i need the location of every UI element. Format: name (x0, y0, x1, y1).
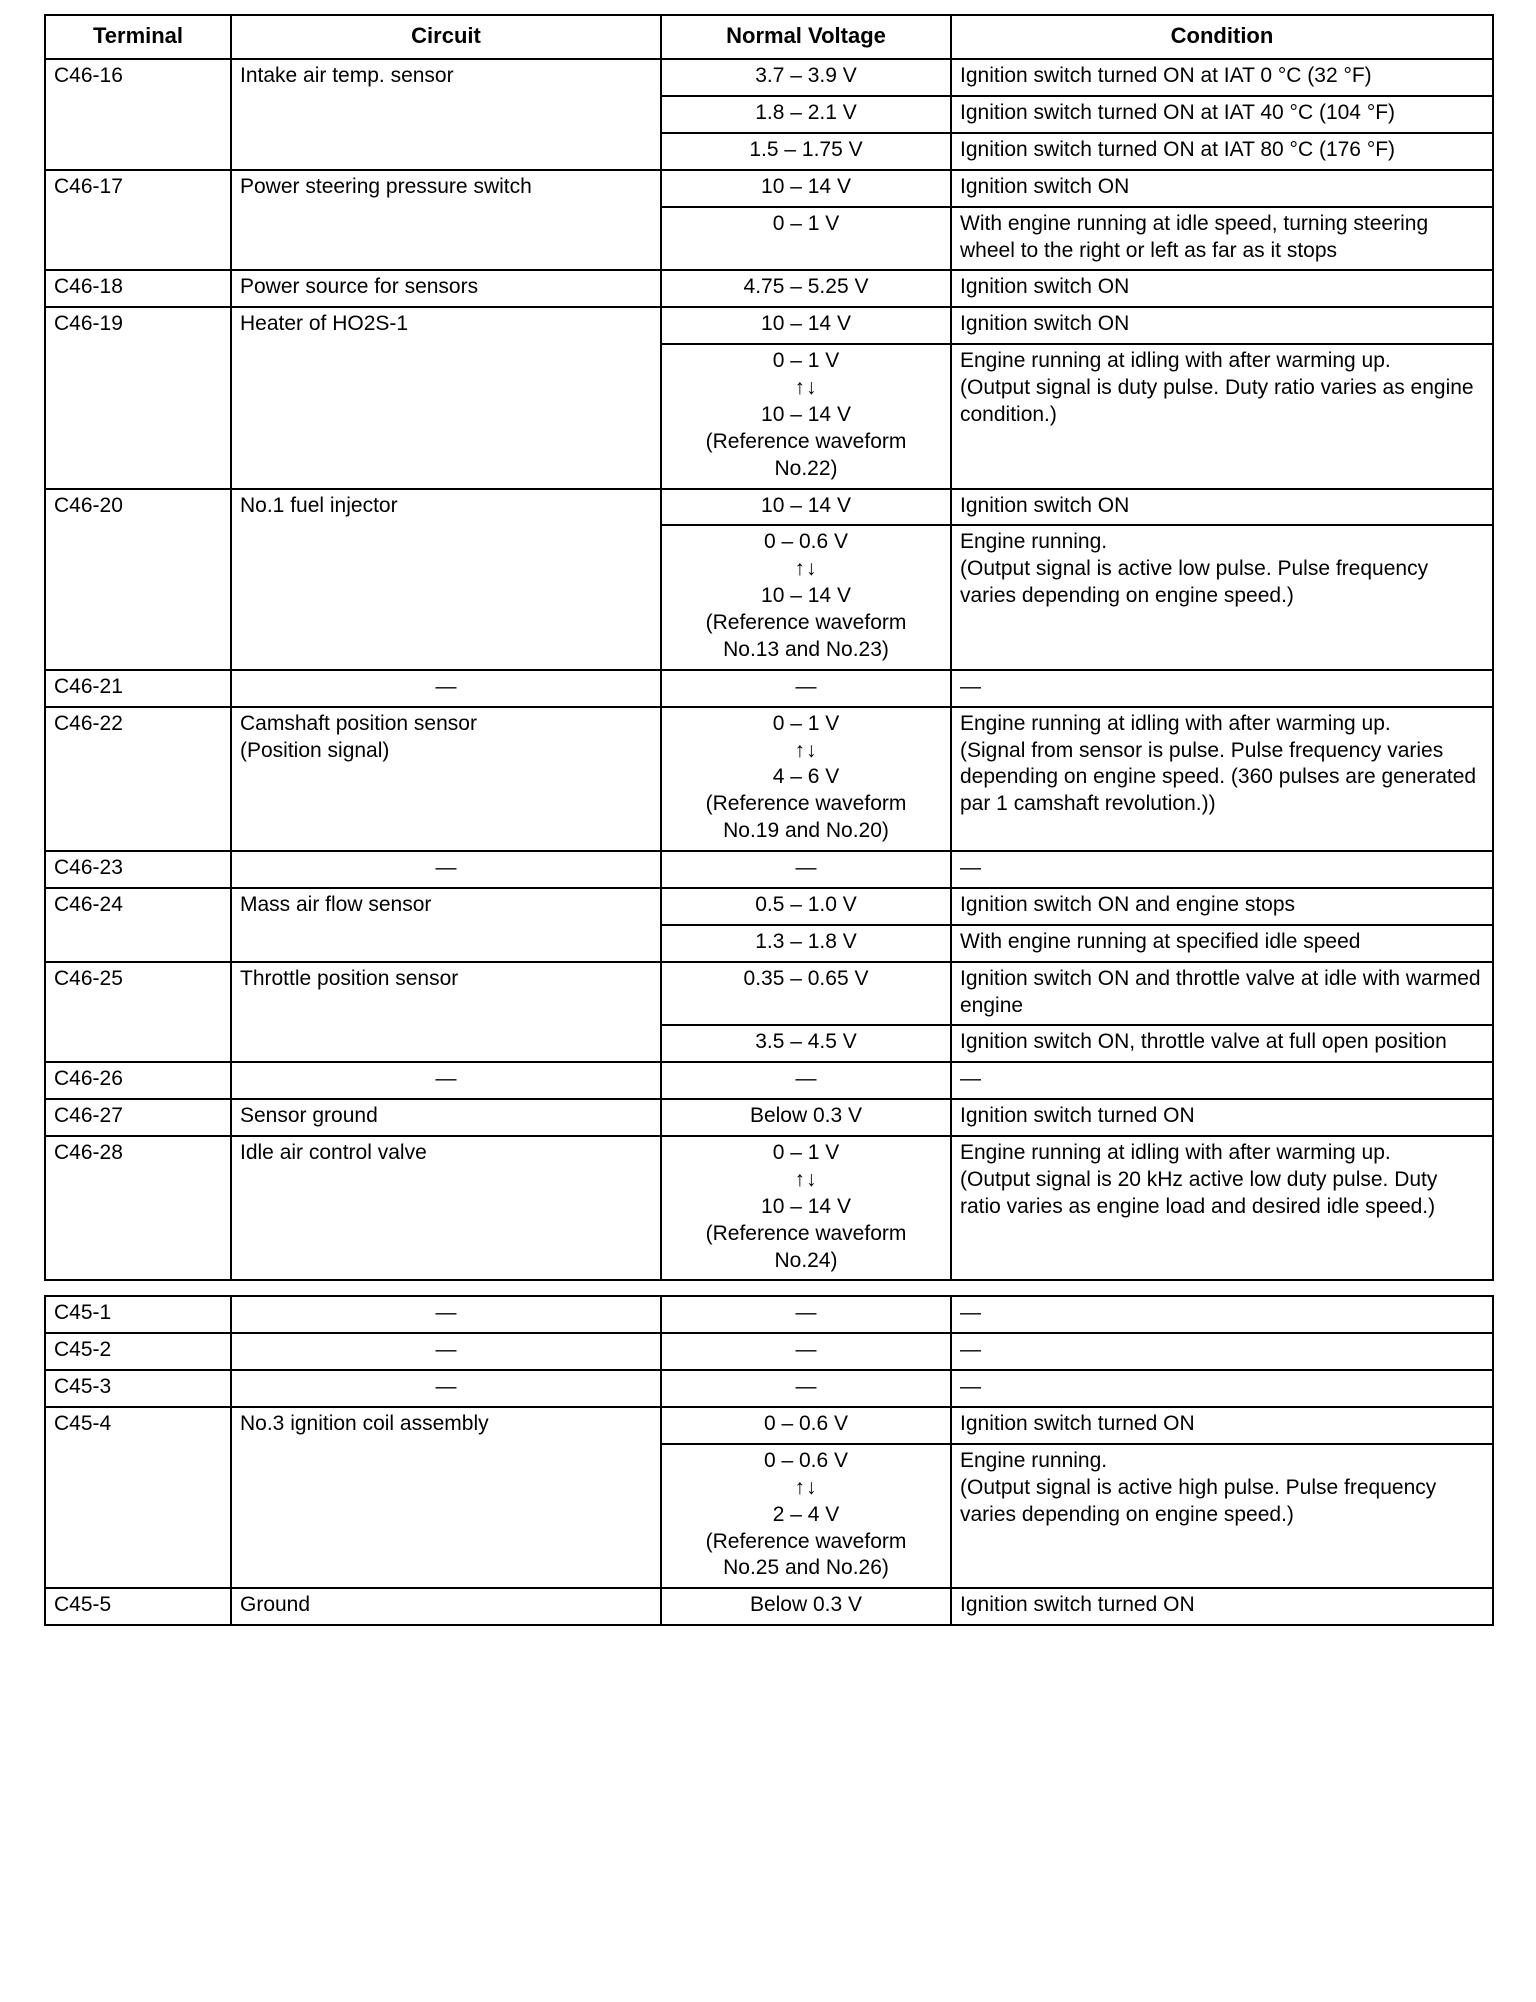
cell-circuit: Power steering pressure switch (231, 170, 661, 271)
cell-terminal: C46-16 (45, 59, 231, 170)
voltage-line: ↑↓ (794, 738, 818, 762)
cell-circuit: — (231, 1370, 661, 1407)
cell-normal-voltage (661, 1296, 951, 1333)
table-row (45, 1407, 1493, 1444)
voltage-line: Below 0.3 V (749, 1593, 863, 1617)
column-header-terminal: Terminal (45, 15, 231, 59)
cell-condition: Ignition switch turned ON (951, 1099, 1493, 1136)
cell-circuit: Mass air flow sensor (231, 888, 661, 962)
cell-normal-voltage (661, 1136, 951, 1280)
cell-terminal: C46-20 (45, 489, 231, 670)
cell-condition: Ignition switch ON and throttle valve at idle with warmed engine (951, 962, 1493, 1026)
table-row (45, 1370, 1493, 1407)
cell-normal-voltage (661, 133, 951, 170)
table-body (45, 59, 1493, 1625)
cell-terminal: C46-17 (45, 170, 231, 271)
voltage-line: ↑↓ (794, 557, 818, 581)
cell-terminal: C46-22 (45, 707, 231, 851)
table-row (45, 962, 1493, 1026)
cell-normal-voltage (661, 1444, 951, 1588)
voltage-line: (Reference waveform (705, 611, 907, 635)
cell-condition: Engine running at idling with after warming up. (Output signal is 20 kHz active low duty pulse. Duty ratio varies as engine load and desired idle speed.) (951, 1136, 1493, 1280)
table-row (45, 670, 1493, 707)
voltage-line: — (795, 674, 817, 698)
cell-normal-voltage (661, 670, 951, 707)
gap-cell (951, 1280, 1493, 1296)
voltage-line: No.13 and No.23) (723, 637, 889, 661)
gap-cell (661, 1280, 951, 1296)
cell-condition: Ignition switch turned ON (951, 1588, 1493, 1625)
cell-circuit: — (231, 851, 661, 888)
voltage-line: 0.35 – 0.65 V (743, 966, 869, 990)
cell-condition: — (951, 1370, 1493, 1407)
voltage-line: No.22) (774, 456, 838, 480)
voltage-line: 3.5 – 4.5 V (755, 1030, 857, 1054)
voltage-line: (Reference waveform (705, 429, 907, 453)
cell-condition: Ignition switch ON, throttle valve at full open position (951, 1025, 1493, 1062)
cell-condition: — (951, 670, 1493, 707)
voltage-line: 0 – 1 V (772, 211, 840, 235)
cell-circuit: Idle air control valve (231, 1136, 661, 1280)
voltage-line: 10 – 14 V (761, 312, 851, 336)
voltage-line: 0 – 1 V (772, 349, 840, 373)
cell-terminal: C45-2 (45, 1333, 231, 1370)
cell-normal-voltage (661, 96, 951, 133)
cell-condition: — (951, 851, 1493, 888)
cell-condition: Ignition switch ON (951, 270, 1493, 307)
voltage-line: 0 – 0.6 V (763, 530, 849, 554)
cell-condition: Ignition switch ON and engine stops (951, 888, 1493, 925)
table-row (45, 888, 1493, 925)
column-header-normal-voltage: Normal Voltage (661, 15, 951, 59)
cell-normal-voltage (661, 1370, 951, 1407)
voltage-line: — (795, 1338, 817, 1362)
table-row (45, 1296, 1493, 1333)
cell-circuit: No.1 fuel injector (231, 489, 661, 670)
table-row (45, 307, 1493, 344)
cell-normal-voltage (661, 1407, 951, 1444)
voltage-line: 1.3 – 1.8 V (755, 929, 857, 953)
cell-normal-voltage (661, 307, 951, 344)
cell-normal-voltage (661, 1025, 951, 1062)
cell-condition: Ignition switch ON (951, 170, 1493, 207)
cell-terminal: C46-26 (45, 1062, 231, 1099)
cell-terminal: C46-24 (45, 888, 231, 962)
table-header-row (45, 15, 1493, 59)
cell-terminal: C46-23 (45, 851, 231, 888)
table-row (45, 270, 1493, 307)
cell-condition: With engine running at specified idle speed (951, 925, 1493, 962)
cell-normal-voltage (661, 525, 951, 669)
cell-normal-voltage (661, 707, 951, 851)
table-row (45, 1588, 1493, 1625)
voltage-line: (Reference waveform (705, 1529, 907, 1553)
cell-normal-voltage (661, 1588, 951, 1625)
cell-normal-voltage (661, 170, 951, 207)
cell-condition: — (951, 1333, 1493, 1370)
cell-circuit: Throttle position sensor (231, 962, 661, 1063)
voltage-line: 0 – 1 V (772, 711, 840, 735)
voltage-line: ↑↓ (794, 1475, 818, 1499)
cell-normal-voltage (661, 344, 951, 488)
cell-condition: Ignition switch ON (951, 489, 1493, 526)
table-row (45, 1099, 1493, 1136)
column-header-circuit: Circuit (231, 15, 661, 59)
cell-condition: Ignition switch turned ON (951, 1407, 1493, 1444)
voltage-line: No.25 and No.26) (723, 1556, 889, 1580)
table-row (45, 1062, 1493, 1099)
voltage-line: 0.5 – 1.0 V (755, 892, 857, 916)
cell-circuit: Sensor ground (231, 1099, 661, 1136)
table-row (45, 851, 1493, 888)
cell-condition: Engine running at idling with after warming up. (Output signal is duty pulse. Duty ratio varies as engine condition.) (951, 344, 1493, 488)
cell-condition: Ignition switch turned ON at IAT 80 °C (176 °F) (951, 133, 1493, 170)
cell-normal-voltage (661, 1062, 951, 1099)
cell-circuit: — (231, 1062, 661, 1099)
cell-normal-voltage (661, 888, 951, 925)
cell-terminal: C45-1 (45, 1296, 231, 1333)
voltage-line: ↑↓ (794, 1167, 818, 1191)
voltage-line: (Reference waveform (705, 792, 907, 816)
terminal-voltage-table (44, 14, 1494, 1626)
cell-condition: Ignition switch turned ON at IAT 0 °C (32 °F) (951, 59, 1493, 96)
cell-normal-voltage (661, 207, 951, 271)
voltage-line: No.19 and No.20) (723, 819, 889, 843)
cell-terminal: C45-3 (45, 1370, 231, 1407)
voltage-line: 0 – 0.6 V (763, 1412, 849, 1436)
gap-cell (231, 1280, 661, 1296)
cell-terminal: C46-19 (45, 307, 231, 488)
voltage-line: 10 – 14 V (761, 584, 851, 608)
table-row (45, 1136, 1493, 1280)
voltage-line: 0 – 0.6 V (763, 1448, 849, 1472)
cell-condition: Engine running at idling with after warming up. (Signal from sensor is pulse. Pulse frequency varies depending on engine speed. (360 pulses are generated par 1 camshaft revolution.)) (951, 707, 1493, 851)
cell-normal-voltage (661, 489, 951, 526)
voltage-line: (Reference waveform (705, 1221, 907, 1245)
voltage-line: 0 – 1 V (772, 1141, 840, 1165)
cell-normal-voltage (661, 962, 951, 1026)
cell-condition: Engine running. (Output signal is active high pulse. Pulse frequency varies depending on engine speed.) (951, 1444, 1493, 1588)
cell-terminal: C45-5 (45, 1588, 231, 1625)
table-row (45, 170, 1493, 207)
cell-condition: — (951, 1296, 1493, 1333)
cell-terminal: C46-18 (45, 270, 231, 307)
voltage-line: — (795, 1301, 817, 1325)
cell-terminal: C46-27 (45, 1099, 231, 1136)
cell-circuit: Power source for sensors (231, 270, 661, 307)
voltage-line: 4.75 – 5.25 V (743, 275, 869, 299)
table-header (45, 15, 1493, 59)
cell-normal-voltage (661, 59, 951, 96)
voltage-line: 1.8 – 2.1 V (755, 101, 857, 125)
cell-normal-voltage (661, 270, 951, 307)
table-row (45, 707, 1493, 851)
cell-condition: Ignition switch turned ON at IAT 40 °C (104 °F) (951, 96, 1493, 133)
column-header-condition: Condition (951, 15, 1493, 59)
cell-terminal: C46-28 (45, 1136, 231, 1280)
voltage-line: 10 – 14 V (761, 493, 851, 517)
cell-condition: — (951, 1062, 1493, 1099)
table-row (45, 1333, 1493, 1370)
cell-normal-voltage (661, 1099, 951, 1136)
voltage-line: 1.5 – 1.75 V (749, 137, 863, 161)
cell-condition: Ignition switch ON (951, 307, 1493, 344)
voltage-line: — (795, 1375, 817, 1399)
voltage-line: 4 – 6 V (772, 765, 840, 789)
cell-terminal: C46-25 (45, 962, 231, 1063)
cell-circuit: Heater of HO2S-1 (231, 307, 661, 488)
voltage-line: ↑↓ (794, 376, 818, 400)
voltage-line: 10 – 14 V (761, 174, 851, 198)
voltage-line: 3.7 – 3.9 V (755, 64, 857, 88)
cell-circuit: — (231, 1296, 661, 1333)
cell-circuit: Intake air temp. sensor (231, 59, 661, 170)
cell-normal-voltage (661, 925, 951, 962)
cell-circuit: — (231, 670, 661, 707)
voltage-line: 10 – 14 V (761, 402, 851, 426)
cell-condition: Engine running. (Output signal is active low pulse. Pulse frequency varies depending on engine speed.) (951, 525, 1493, 669)
voltage-line: 2 – 4 V (772, 1502, 840, 1526)
cell-condition: With engine running at idle speed, turning steering wheel to the right or left as far as it stops (951, 207, 1493, 271)
cell-terminal: C45-4 (45, 1407, 231, 1588)
cell-circuit: No.3 ignition coil assembly (231, 1407, 661, 1588)
voltage-line: — (795, 1067, 817, 1091)
cell-circuit: — (231, 1333, 661, 1370)
voltage-line: Below 0.3 V (749, 1104, 863, 1128)
table-section-gap (45, 1280, 1493, 1296)
voltage-line: — (795, 856, 817, 880)
table-row (45, 59, 1493, 96)
gap-cell (45, 1280, 231, 1296)
cell-terminal: C46-21 (45, 670, 231, 707)
cell-circuit: Camshaft position sensor (Position signal) (231, 707, 661, 851)
cell-normal-voltage (661, 1333, 951, 1370)
voltage-line: 10 – 14 V (761, 1194, 851, 1218)
cell-circuit: Ground (231, 1588, 661, 1625)
table-row (45, 489, 1493, 526)
voltage-line: No.24) (774, 1248, 838, 1272)
cell-normal-voltage (661, 851, 951, 888)
